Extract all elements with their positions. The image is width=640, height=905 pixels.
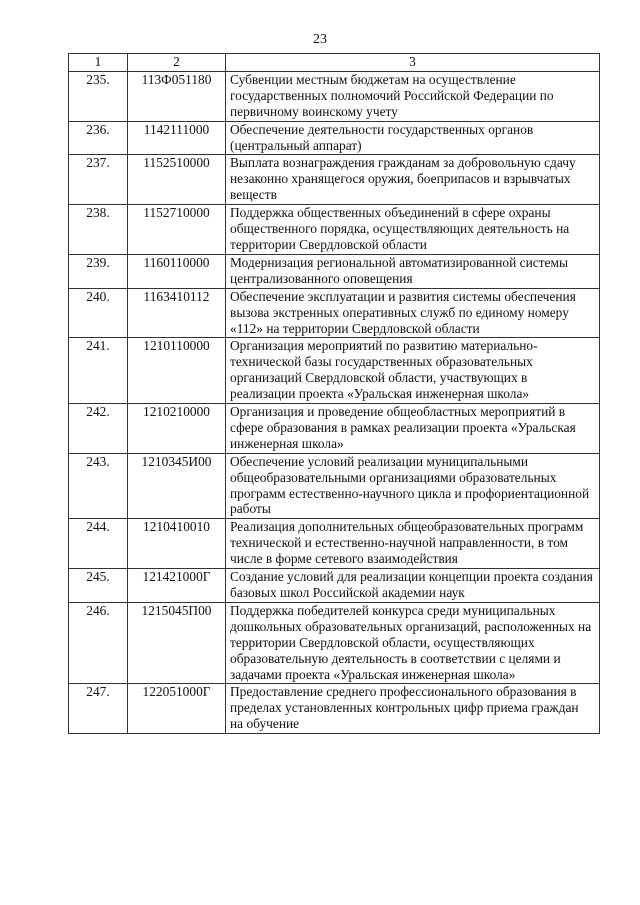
row-code: 1142111000 (128, 121, 226, 155)
row-number: 245. (69, 569, 128, 603)
page-number: 23 (313, 32, 327, 47)
row-number: 240. (69, 288, 128, 338)
table-row (69, 288, 600, 338)
row-code: 1210345И00 (128, 453, 226, 519)
row-number: 243. (69, 453, 128, 519)
row-number: 239. (69, 254, 128, 288)
row-number: 236. (69, 121, 128, 155)
row-number: 244. (69, 519, 128, 569)
table-row (69, 569, 600, 603)
row-code: 1210110000 (128, 338, 226, 404)
table-body (69, 71, 600, 733)
row-number: 238. (69, 205, 128, 255)
row-name: Обеспечение деятельности государственных органов (центральный аппарат) (226, 121, 600, 155)
table-row (69, 155, 600, 205)
row-code: 1163410112 (128, 288, 226, 338)
row-name: Субвенции местным бюджетам на осуществление государственных полномочий Российской Федерации по первичному воинскому учету (226, 71, 600, 121)
row-number: 235. (69, 71, 128, 121)
column-header-2: 2 (128, 54, 226, 72)
row-name: Обеспечение эксплуатации и развития системы обеспечения вызова экстренных оперативных служб по единому номеру «112» на территории Свердловской области (226, 288, 600, 338)
row-number: 247. (69, 684, 128, 734)
row-code: 1215045П00 (128, 602, 226, 684)
table-row (69, 205, 600, 255)
row-code: 1160110000 (128, 254, 226, 288)
table-row (69, 519, 600, 569)
row-number: 246. (69, 602, 128, 684)
row-name: Модернизация региональной автоматизированной системы централизованного оповещения (226, 254, 600, 288)
row-name: Поддержка победителей конкурса среди муниципальных дошкольных образовательных организаций, расположенных на территории Свердловской области, осуществляющих образовательную деятельность в соответствии с целями и задачами проекта «Уральская инженерная школа» (226, 602, 600, 684)
row-code: 121421000Г (128, 569, 226, 603)
table-row (69, 121, 600, 155)
row-number: 242. (69, 404, 128, 454)
row-code: 1152510000 (128, 155, 226, 205)
row-name: Реализация дополнительных общеобразовательных программ технической и естественно-научной направленности, в том числе в форме сетевого взаимодействия (226, 519, 600, 569)
table-row (69, 602, 600, 684)
column-header-1: 1 (69, 54, 128, 72)
table-row (69, 338, 600, 404)
row-name: Организация и проведение общеобластных мероприятий в сфере образования в рамках реализации проекта «Уральская инженерная школа» (226, 404, 600, 454)
table-row (69, 684, 600, 734)
row-code: 1210410010 (128, 519, 226, 569)
row-name: Организация мероприятий по развитию материально-технической базы государственных образовательных организаций Свердловской области, участвующих в реализации проекта «Уральская инженерная школа» (226, 338, 600, 404)
row-code: 122051000Г (128, 684, 226, 734)
table-row (69, 453, 600, 519)
table-row (69, 71, 600, 121)
row-number: 241. (69, 338, 128, 404)
row-name: Создание условий для реализации концепции проекта создания базовых школ Российской академии наук (226, 569, 600, 603)
table-header-row (69, 54, 600, 72)
row-name: Выплата вознаграждения гражданам за добровольную сдачу незаконно хранящегося оружия, боеприпасов и взрывчатых веществ (226, 155, 600, 205)
row-name: Поддержка общественных объединений в сфере охраны общественного порядка, осуществляющих деятельность на территории Свердловской области (226, 205, 600, 255)
row-name: Обеспечение условий реализации муниципальными общеобразовательными организациями образовательных программ естественно-научного цикла и профориентационной работы (226, 453, 600, 519)
column-header-3: 3 (226, 54, 600, 72)
budget-codes-table (68, 53, 600, 734)
table-row (69, 404, 600, 454)
row-code: 113Ф051180 (128, 71, 226, 121)
row-code: 1152710000 (128, 205, 226, 255)
row-number: 237. (69, 155, 128, 205)
table-row (69, 254, 600, 288)
row-code: 1210210000 (128, 404, 226, 454)
row-name: Предоставление среднего профессионального образования в пределах установленных контрольных цифр приема граждан на обучение (226, 684, 600, 734)
